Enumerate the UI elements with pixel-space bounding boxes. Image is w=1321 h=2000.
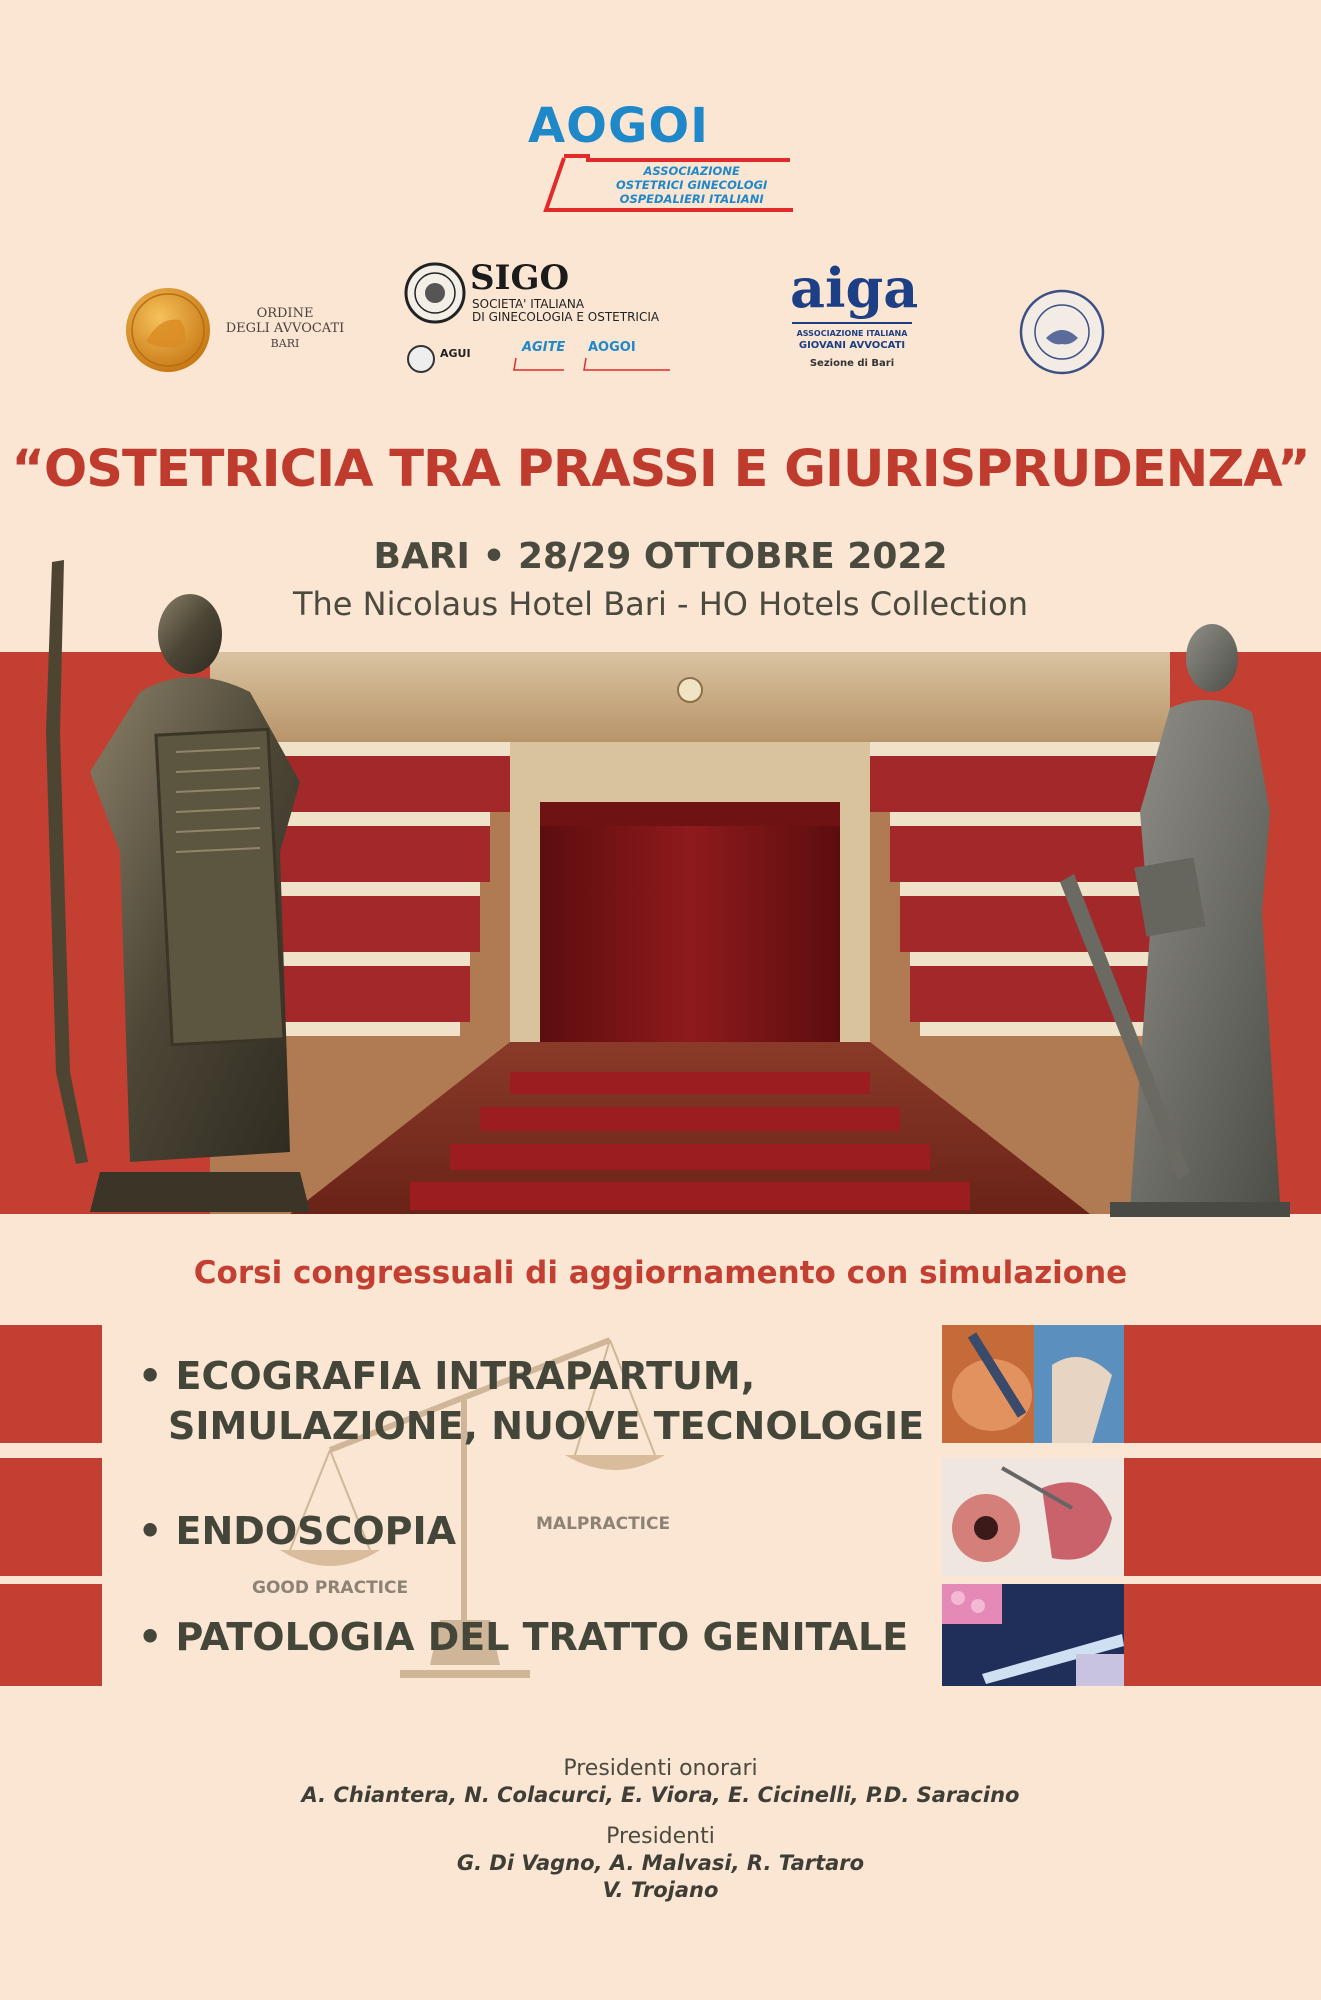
aogoi-logo [528, 98, 800, 216]
aogoi-mini-label: AOGOI [588, 340, 636, 355]
presidents-names-1: G. Di Vagno, A. Malvasi, R. Tartaro [456, 1851, 865, 1875]
course-item-ecografia [138, 1351, 924, 1451]
medici-seal-icon [1018, 288, 1106, 376]
course-line: • ENDOSCOPIA [138, 1509, 457, 1553]
sigo-subtitle [472, 298, 659, 324]
ordine-medici-seal [1018, 288, 1106, 376]
right-red-block [1124, 1584, 1321, 1686]
courses-heading: Corsi congressuali di aggiornamento con simulazione [193, 1255, 1128, 1291]
sigo-sub-line: DI GINECOLOGIA E OSTETRICIA [472, 310, 660, 324]
left-red-block [0, 1584, 102, 1686]
event-date: BARI • 28/29 OTTOBRE 2022 [373, 536, 948, 577]
event-venue: The Nicolaus Hotel Bari - HO Hotels Collection [292, 585, 1029, 623]
course-line: SIMULAZIONE, NUOVE TECNOLOGIE [168, 1404, 925, 1448]
ordine-line: ORDINE [256, 306, 314, 321]
endoscopy-image [942, 1458, 1124, 1576]
justice-statue-illustration [1040, 612, 1290, 1217]
presidents-label: Presidenti [606, 1824, 715, 1849]
medal-icon [124, 286, 212, 374]
presidents-names-2: V. Trojano [602, 1878, 719, 1902]
good-practice-label: GOOD PRACTICE [252, 1578, 409, 1598]
sigo-logo [404, 258, 674, 382]
left-red-block [0, 1458, 102, 1576]
right-red-block [1124, 1458, 1321, 1576]
aiga-sub-line: ASSOCIAZIONE ITALIANA [796, 329, 908, 338]
course-item-endoscopia [138, 1506, 456, 1556]
agui-seal-icon [406, 344, 436, 374]
aiga-logo [782, 256, 922, 380]
aogoi-sub-line: ASSOCIAZIONE [643, 164, 740, 178]
left-red-block [0, 1325, 102, 1443]
partner-red-lines-icon [512, 356, 672, 374]
course-item-patologia [138, 1612, 908, 1662]
pathology-image [942, 1584, 1124, 1686]
event-title: “OSTETRICIA TRA PRASSI E GIURISPRUDENZA” [11, 440, 1310, 499]
ecografia-thumbnail [942, 1325, 1124, 1443]
ultrasound-image [942, 1325, 1124, 1443]
aiga-divider [792, 322, 912, 324]
aogoi-sub-line: OSTETRICI GINECOLOGI [616, 178, 768, 192]
aiga-sub-line: GIOVANI AVVOCATI [798, 340, 906, 351]
endoscopia-thumbnail [942, 1458, 1124, 1576]
agite-label: AGITE [522, 340, 566, 355]
hippocrates-statue-illustration [30, 552, 350, 1217]
patologia-thumbnail [942, 1584, 1124, 1686]
course-line: • ECOGRAFIA INTRAPARTUM, [138, 1354, 756, 1398]
theatre-illustration [210, 652, 1170, 1214]
malpractice-label: MALPRACTICE [536, 1514, 671, 1534]
sigo-seal-icon [404, 262, 466, 324]
aiga-wordmark: aiga [790, 256, 919, 320]
aiga-section: Sezione di Bari [809, 358, 895, 369]
sigo-sub-line: SOCIETA' ITALIANA [472, 297, 585, 311]
ordine-avvocati-logo [124, 286, 354, 376]
ordine-line: DEGLI AVVOCATI [225, 321, 345, 336]
ordine-line: BARI [270, 337, 300, 350]
agui-label: AGUI [440, 347, 471, 360]
aogoi-subtitle [616, 164, 767, 206]
honorary-presidents-label: Presidenti onorari [563, 1756, 758, 1781]
aiga-subtitle [782, 328, 922, 352]
aogoi-sub-line: OSPEDALIERI ITALIANI [619, 192, 764, 206]
aogoi-wordmark: AOGOI [528, 98, 710, 154]
honorary-presidents-names: A. Chiantera, N. Colacurci, E. Viora, E. Cicinelli, P.D. Saracino [301, 1783, 1020, 1807]
sigo-wordmark: SIGO [470, 258, 570, 298]
theatre-photo [210, 652, 1170, 1214]
ordine-avvocati-text [220, 306, 350, 351]
course-line: • PATOLOGIA DEL TRATTO GENITALE [138, 1615, 909, 1659]
right-red-block [1124, 1325, 1321, 1443]
